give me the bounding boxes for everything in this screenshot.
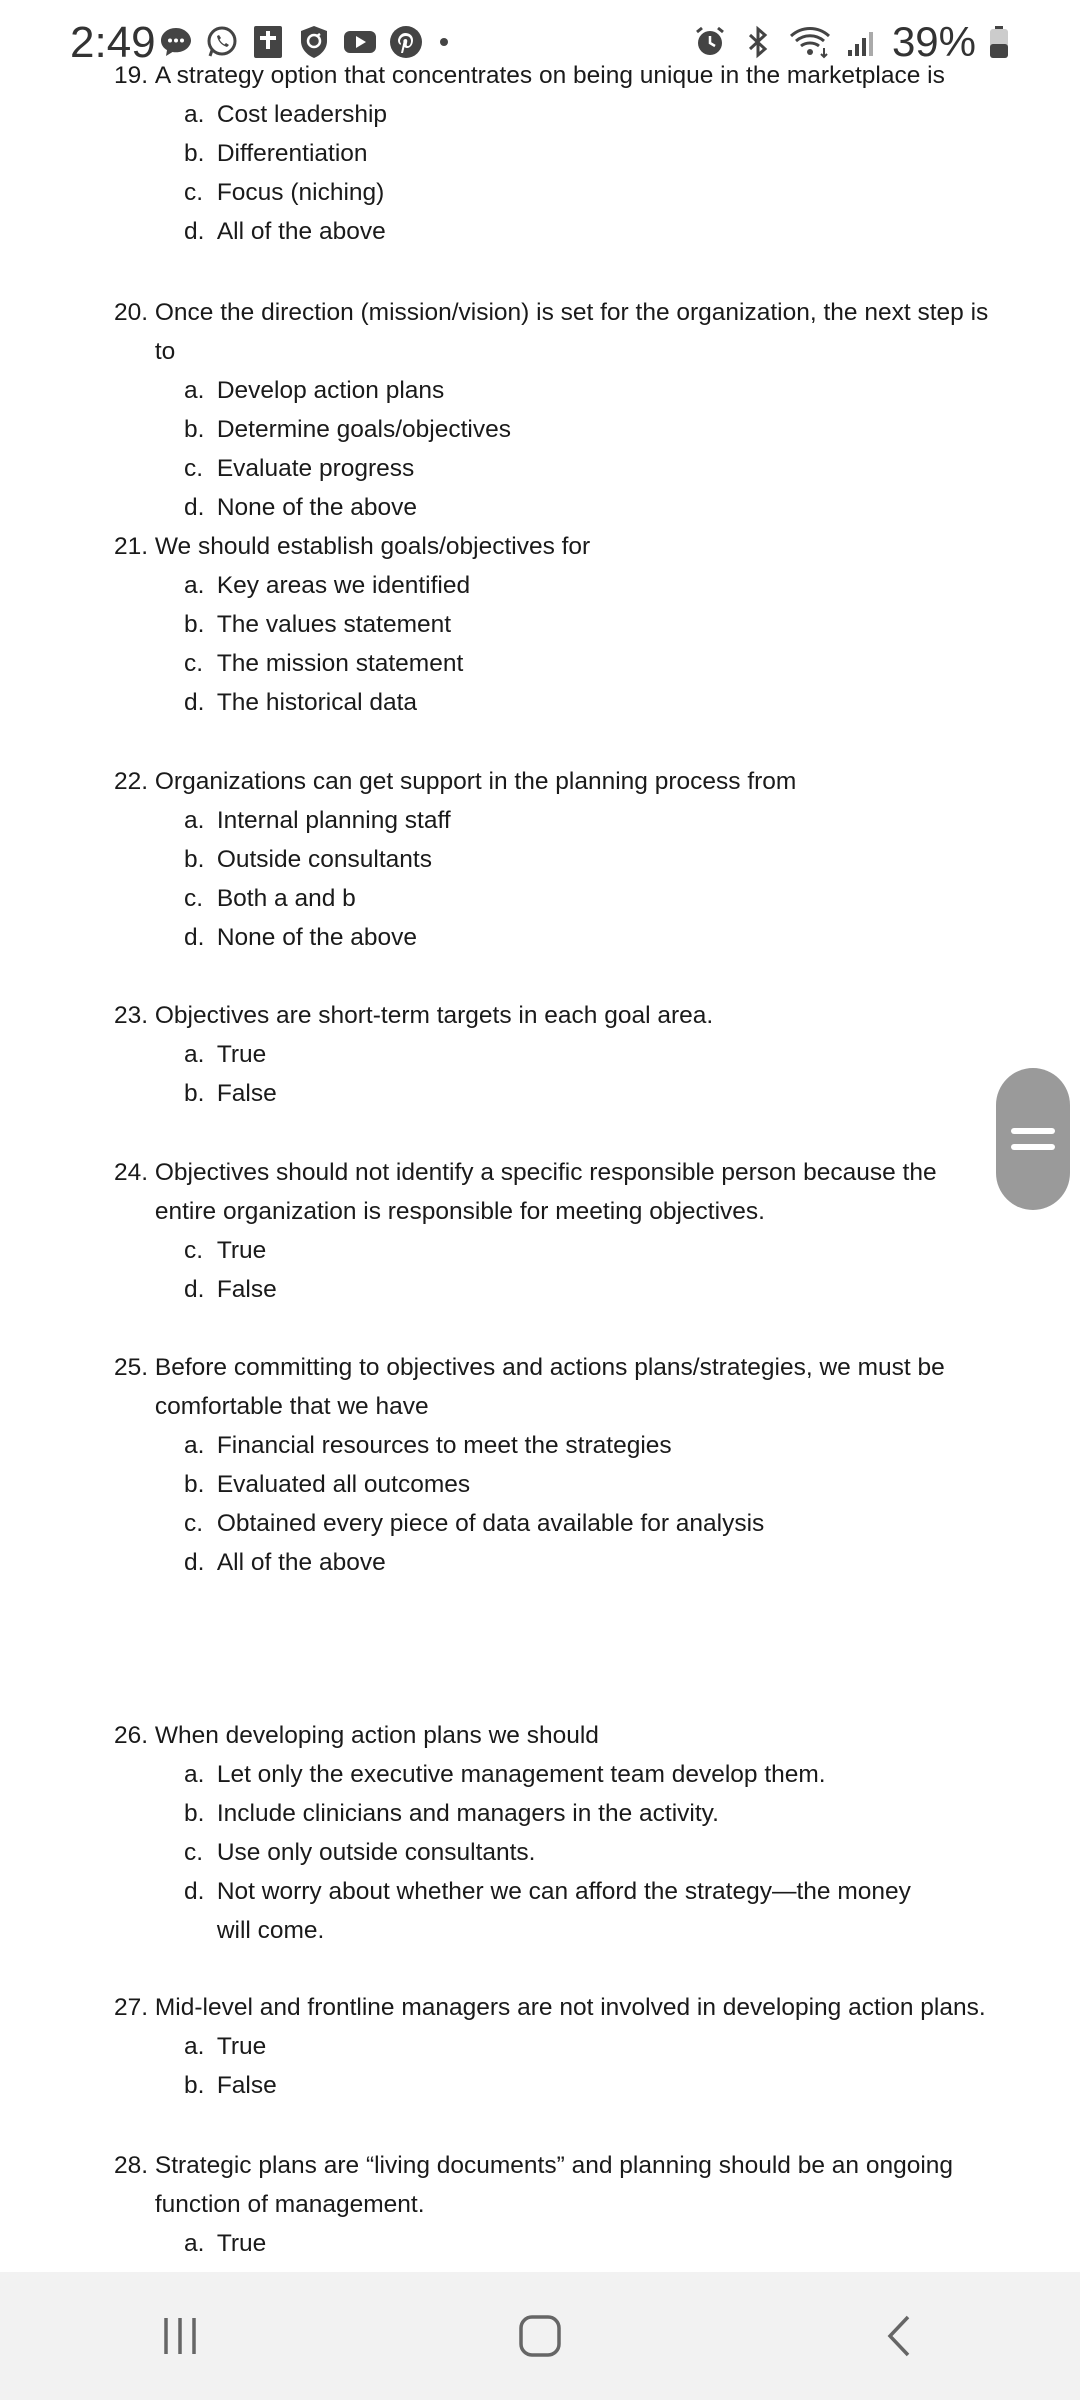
question-text: Mid-level and frontline managers are not involved in developing action plans. <box>154 1994 986 2021</box>
option-d <box>184 488 994 527</box>
option-letter: d. <box>184 1549 205 1576</box>
option-text: False <box>216 1276 277 1303</box>
option-b <box>184 840 994 879</box>
option-text: True <box>216 2033 267 2060</box>
option-letter: a. <box>184 807 205 834</box>
option-letter: d. <box>184 924 205 951</box>
option-letter: a. <box>184 1041 205 1068</box>
option-a <box>184 566 994 605</box>
recents-button[interactable] <box>120 2296 240 2376</box>
option-letter: c. <box>184 1510 204 1537</box>
back-icon <box>878 2314 922 2358</box>
question-text: Organizations can get support in the planning process from <box>154 768 797 795</box>
question-text: A strategy option that concentrates on being unique in the marketplace is <box>154 62 945 89</box>
question-21 <box>114 527 994 722</box>
option-letter: d. <box>184 1878 205 1905</box>
option-text: True <box>216 1237 267 1264</box>
option-text: Determine goals/objectives <box>216 416 511 443</box>
option-text: The mission statement <box>216 650 464 677</box>
question-text: We should establish goals/objectives for <box>154 533 591 560</box>
option-a <box>184 2027 994 2066</box>
option-b <box>184 410 994 449</box>
question-number: 19. <box>114 62 149 89</box>
question-24 <box>114 1153 994 1309</box>
option-letter: b. <box>184 611 205 638</box>
question-number: 22. <box>114 768 149 795</box>
option-a <box>184 1755 994 1794</box>
option-text: Let only the executive management team develop them. <box>216 1761 826 1788</box>
question-number: 27. <box>114 1994 149 2021</box>
chat-icon <box>158 24 194 60</box>
option-letter: c. <box>184 1237 204 1264</box>
system-status <box>692 18 1010 66</box>
option-letter: a. <box>184 2033 205 2060</box>
option-text: False <box>216 2072 277 2099</box>
option-b <box>184 605 994 644</box>
option-text: Focus (niching) <box>216 179 385 206</box>
option-letter: a. <box>184 101 205 128</box>
option-text: Key areas we identified <box>216 572 471 599</box>
option-letter: c. <box>184 1839 204 1866</box>
option-letter: d. <box>184 218 205 245</box>
bible-icon <box>250 24 286 60</box>
option-text: Cost leadership <box>216 101 388 128</box>
navigation-bar <box>0 2272 1080 2400</box>
option-text: Evaluated all outcomes <box>216 1471 471 1498</box>
option-letter: b. <box>184 416 205 443</box>
option-letter: a. <box>184 572 205 599</box>
option-letter: a. <box>184 1432 205 1459</box>
option-letter: c. <box>184 885 204 912</box>
option-b <box>184 2066 994 2105</box>
notification-icons <box>158 24 454 60</box>
question-20 <box>114 293 994 527</box>
recents-icon <box>158 2314 202 2358</box>
option-text: Not worry about whether we can afford the strategy—the money will come. <box>216 1878 911 1944</box>
question-23 <box>114 996 994 1113</box>
option-c <box>184 1504 994 1543</box>
option-letter: b. <box>184 140 205 167</box>
option-letter: d. <box>184 689 205 716</box>
option-text: Outside consultants <box>216 846 432 873</box>
question-text: Strategic plans are “living documents” and planning should be an ongoing function of management. <box>154 2152 954 2218</box>
option-c <box>184 1833 994 1872</box>
option-text: The historical data <box>216 689 417 716</box>
alarm-icon <box>692 24 728 60</box>
scroll-handle[interactable] <box>996 1068 1070 1210</box>
option-a <box>184 371 994 410</box>
question-number: 24. <box>114 1159 149 1186</box>
option-d <box>184 212 994 251</box>
option-letter: b. <box>184 1800 205 1827</box>
option-d <box>184 1270 994 1309</box>
status-time: 2:49 <box>70 18 156 67</box>
question-text: Before committing to objectives and actions plans/strategies, we must be comfortable that we have <box>154 1354 945 1420</box>
signal-icon <box>844 24 880 60</box>
battery-icon <box>988 24 1010 60</box>
bluetooth-icon <box>740 24 776 60</box>
pinterest-icon <box>388 24 424 60</box>
option-text: True <box>216 2230 267 2257</box>
option-text: Financial resources to meet the strategies <box>216 1432 672 1459</box>
question-number: 26. <box>114 1722 149 1749</box>
option-letter: d. <box>184 1276 205 1303</box>
dot-icon <box>434 24 454 60</box>
option-d <box>184 1543 994 1582</box>
option-letter: a. <box>184 2230 205 2257</box>
option-letter: a. <box>184 1761 205 1788</box>
option-a <box>184 801 994 840</box>
option-text: None of the above <box>216 924 418 951</box>
option-letter: d. <box>184 494 205 521</box>
youtube-icon <box>342 24 378 60</box>
option-text: None of the above <box>216 494 418 521</box>
option-a <box>184 1035 994 1074</box>
option-c <box>184 879 994 918</box>
question-25 <box>114 1348 994 1582</box>
option-d <box>184 1872 994 1950</box>
option-letter: a. <box>184 377 205 404</box>
option-d <box>184 683 994 722</box>
question-26 <box>114 1716 994 1950</box>
battery-percentage: 39% <box>891 18 976 65</box>
question-text: Objectives should not identify a specific responsible person because the entire organization is responsible for meeting objectives. <box>154 1159 937 1225</box>
option-c <box>184 644 994 683</box>
option-a <box>184 1426 994 1465</box>
option-b <box>184 1794 994 1833</box>
option-text: Obtained every piece of data available for analysis <box>216 1510 765 1537</box>
option-c <box>184 173 994 212</box>
option-a <box>184 2224 994 2263</box>
question-number: 21. <box>114 533 149 560</box>
question-28 <box>114 2146 994 2263</box>
option-letter: c. <box>184 179 204 206</box>
option-text: Differentiation <box>216 140 368 167</box>
home-icon <box>518 2314 562 2358</box>
grip-line-icon <box>1011 1128 1055 1134</box>
option-b <box>184 134 994 173</box>
option-c <box>184 449 994 488</box>
question-number: 20. <box>114 299 149 326</box>
status-bar <box>0 0 1080 90</box>
option-letter: c. <box>184 455 204 482</box>
question-number: 28. <box>114 2152 149 2179</box>
option-text: Internal planning staff <box>216 807 451 834</box>
back-button[interactable] <box>840 2296 960 2376</box>
whatsapp-icon <box>204 24 240 60</box>
question-27 <box>114 1988 994 2105</box>
option-b <box>184 1074 994 1113</box>
question-number: 25. <box>114 1354 149 1381</box>
home-button[interactable] <box>480 2296 600 2376</box>
wifi-icon <box>788 24 832 60</box>
question-text: Objectives are short-term targets in each goal area. <box>154 1002 714 1029</box>
question-text: Once the direction (mission/vision) is set for the organization, the next step is to <box>154 299 989 365</box>
option-text: True <box>216 1041 267 1068</box>
option-letter: b. <box>184 1080 205 1107</box>
option-a <box>184 95 994 134</box>
option-c <box>184 1231 994 1270</box>
option-text: Evaluate progress <box>216 455 415 482</box>
question-number: 23. <box>114 1002 149 1029</box>
option-letter: c. <box>184 650 204 677</box>
option-text: The values statement <box>216 611 452 638</box>
option-text: All of the above <box>216 1549 386 1576</box>
grip-line-icon <box>1011 1144 1055 1150</box>
option-letter: b. <box>184 846 205 873</box>
option-text: Include clinicians and managers in the activity. <box>216 1800 719 1827</box>
shield-icon <box>296 24 332 60</box>
option-b <box>184 1465 994 1504</box>
option-text: False <box>216 1080 277 1107</box>
option-text: All of the above <box>216 218 386 245</box>
option-letter: b. <box>184 2072 205 2099</box>
option-letter: b. <box>184 1471 205 1498</box>
option-text: Both a and b <box>216 885 356 912</box>
option-text: Use only outside consultants. <box>216 1839 536 1866</box>
question-text: When developing action plans we should <box>154 1722 599 1749</box>
option-text: Develop action plans <box>216 377 445 404</box>
option-d <box>184 918 994 957</box>
question-22 <box>114 762 994 957</box>
